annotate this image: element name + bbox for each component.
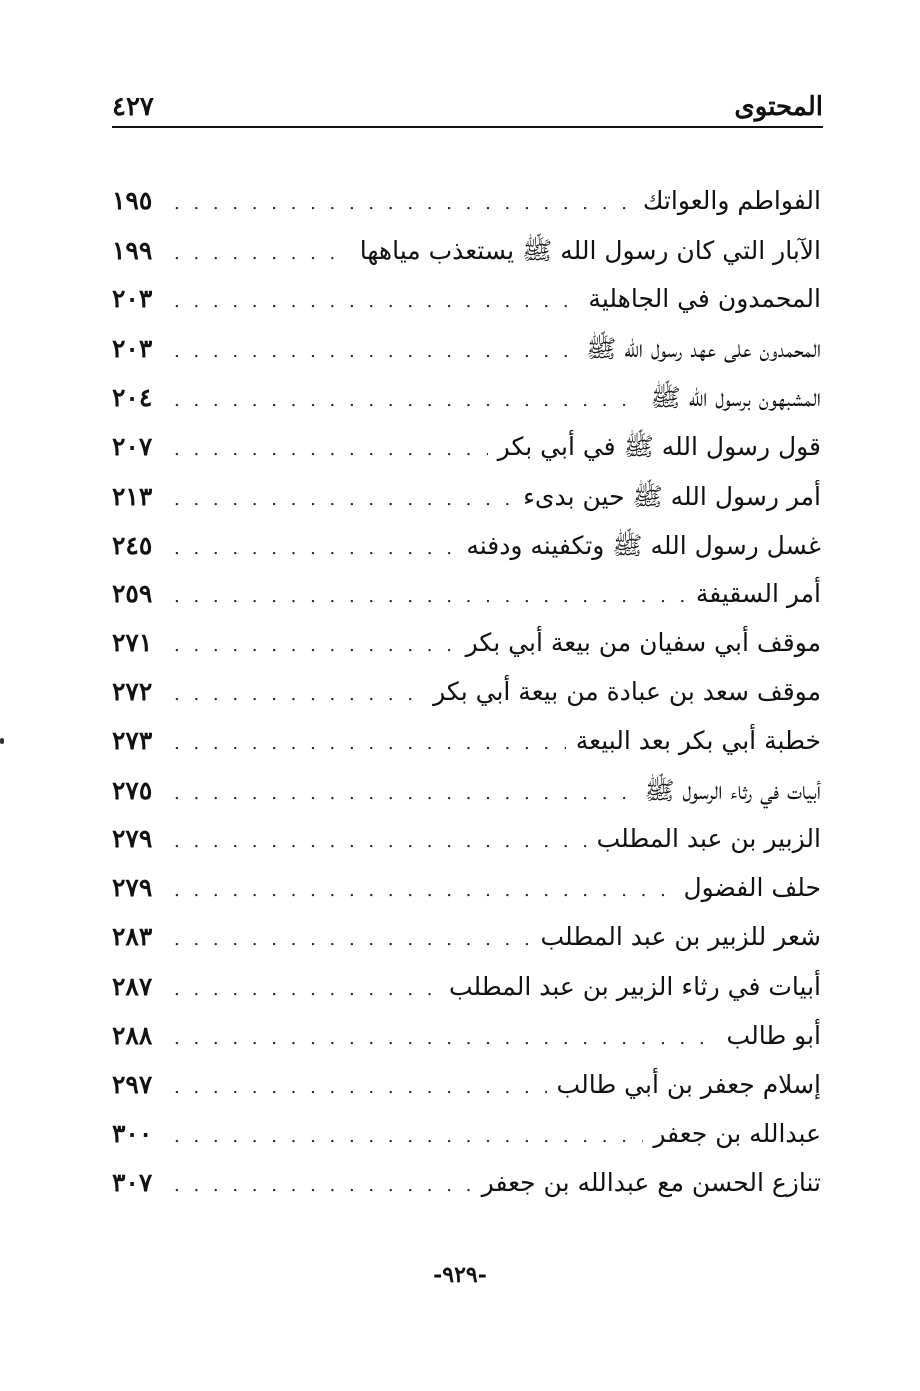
toc-entry-title: قول رسول الله ﷺ في أبي بكر: [497, 432, 821, 462]
scan-edge-mark: [0, 738, 4, 744]
toc-entry-title: موقف أبي سفيان من بيعة أبي بكر: [465, 627, 821, 657]
toc-entry: [112, 431, 821, 480]
footer-page-number: -٩٢٩-: [433, 1262, 487, 1288]
toc-entry-page: ٢٧٢: [112, 676, 153, 706]
dot-leader: [174, 979, 439, 1000]
dot-leader: [174, 243, 350, 264]
toc-entry-page: ٢٧١: [112, 627, 153, 657]
toc-entry-title: أبو طالب: [726, 1020, 821, 1050]
dot-leader: [174, 193, 633, 214]
toc-entry-title: أمر رسول الله ﷺ حين بدىء: [523, 481, 821, 511]
toc-entry: [112, 628, 821, 677]
dot-leader: [174, 291, 578, 312]
dot-leader: [174, 880, 673, 901]
toc-entry-page: ٢٩٧: [112, 1069, 153, 1099]
toc-entry-page: ٢٠٧: [112, 432, 153, 462]
toc-entry-title: الزبير بن عبد المطلب: [596, 824, 821, 854]
toc-entry-page: ٢٨٧: [112, 971, 153, 1001]
toc-entry-title: تنازع الحسن مع عبدالله بن جعفر: [481, 1167, 821, 1197]
dot-leader: [174, 635, 456, 656]
toc-entry: [112, 1168, 821, 1217]
toc-entry-title: المحمدون في الجاهلية: [588, 284, 821, 314]
toc-entry-page: ٢٠٤: [112, 383, 153, 413]
header-page-number: ٤٢٧: [112, 92, 154, 122]
toc-entry-title: إسلام جعفر بن أبي طالب: [556, 1069, 821, 1099]
dot-leader: [174, 586, 686, 607]
toc-entry-page: ٢٨٣: [112, 922, 153, 952]
toc-entry-page: ١٩٥: [112, 186, 153, 215]
toc-entry: [112, 1070, 821, 1119]
dot-leader: [174, 1126, 643, 1147]
toc-entry-title: الآبار التي كان رسول الله ﷺ يستعذب مياهها: [359, 236, 821, 266]
toc-entry-title: عبدالله بن جعفر: [653, 1118, 821, 1148]
dot-leader: [174, 1175, 472, 1196]
toc-entry: [112, 186, 821, 235]
toc-entry-title: أبيات في رثاء الزبير بن عبد المطلب: [448, 971, 821, 1001]
dot-leader: [174, 733, 566, 754]
toc-entry: [112, 922, 821, 971]
toc-entry-page: ٢٧٩: [112, 824, 153, 854]
toc-entry: [112, 530, 821, 579]
toc-entry: [112, 579, 821, 628]
toc-entry-title: الفواطم والعواتك: [642, 186, 821, 215]
toc-entry-page: ٢٧٥: [112, 776, 153, 806]
toc-entry: [112, 284, 821, 333]
dot-leader: [174, 439, 488, 460]
dot-leader: [174, 1028, 717, 1049]
toc-entry: [112, 972, 821, 1021]
running-header: [112, 82, 823, 128]
dot-leader: [174, 538, 456, 559]
toc-entry: [112, 726, 821, 775]
toc-entry-page: ٢٨٨: [112, 1020, 153, 1050]
toc-entry: [112, 481, 821, 530]
toc-entry-title: المحمدون على عهد رسول الله ﷺ: [586, 334, 821, 364]
toc-entry-page: ٢٧٣: [112, 726, 153, 756]
toc-entry-page: ٣٠٠: [112, 1118, 153, 1148]
toc-entry-title: موقف سعد بن عبادة من بيعة أبي بكر: [433, 676, 821, 706]
toc-entry: [112, 382, 821, 431]
toc-entry: [112, 235, 821, 284]
dot-leader: [174, 390, 640, 411]
toc-entry-page: ٢٠٣: [112, 284, 153, 314]
toc-entry-page: ٢٥٩: [112, 578, 153, 608]
dot-leader: [174, 1077, 547, 1098]
toc-entry: [112, 1021, 821, 1070]
toc-entry: [112, 873, 821, 922]
header-title: المحتوى: [734, 92, 823, 122]
dot-leader: [174, 831, 587, 852]
toc-entry-page: ٢٤٥: [112, 530, 153, 560]
toc-entry-title: غسل رسول الله ﷺ وتكفينه ودفنه: [466, 530, 821, 560]
toc-entry-title: خطبة أبي بكر بعد البيعة: [575, 726, 821, 756]
dot-leader: [174, 684, 423, 705]
toc-entry-title: حلف الفضول: [683, 873, 821, 903]
toc-entry-page: ٢٧٩: [112, 873, 153, 903]
toc-entry-title: أمر السقيفة: [695, 578, 821, 608]
table-of-contents: [112, 186, 821, 1217]
dot-leader: [174, 489, 513, 510]
dot-leader: [174, 929, 531, 950]
toc-entry: [112, 677, 821, 726]
toc-entry-title: المشبهون برسول الله ﷺ: [650, 383, 821, 413]
dot-leader: [174, 341, 576, 362]
toc-entry: [112, 775, 821, 824]
toc-entry: [112, 824, 821, 873]
toc-entry-page: ٣٠٧: [112, 1167, 153, 1197]
toc-entry-page: ١٩٩: [112, 236, 153, 266]
toc-entry-title: شعر للزبير بن عبد المطلب: [540, 922, 821, 952]
toc-entry: [112, 1119, 821, 1168]
toc-entry-title: أبيات في رثاء الرسول ﷺ: [644, 776, 821, 806]
toc-entry: [112, 333, 821, 382]
toc-entry-page: ٢١٣: [112, 481, 153, 511]
toc-entry-page: ٢٠٣: [112, 334, 153, 364]
dot-leader: [174, 783, 634, 804]
